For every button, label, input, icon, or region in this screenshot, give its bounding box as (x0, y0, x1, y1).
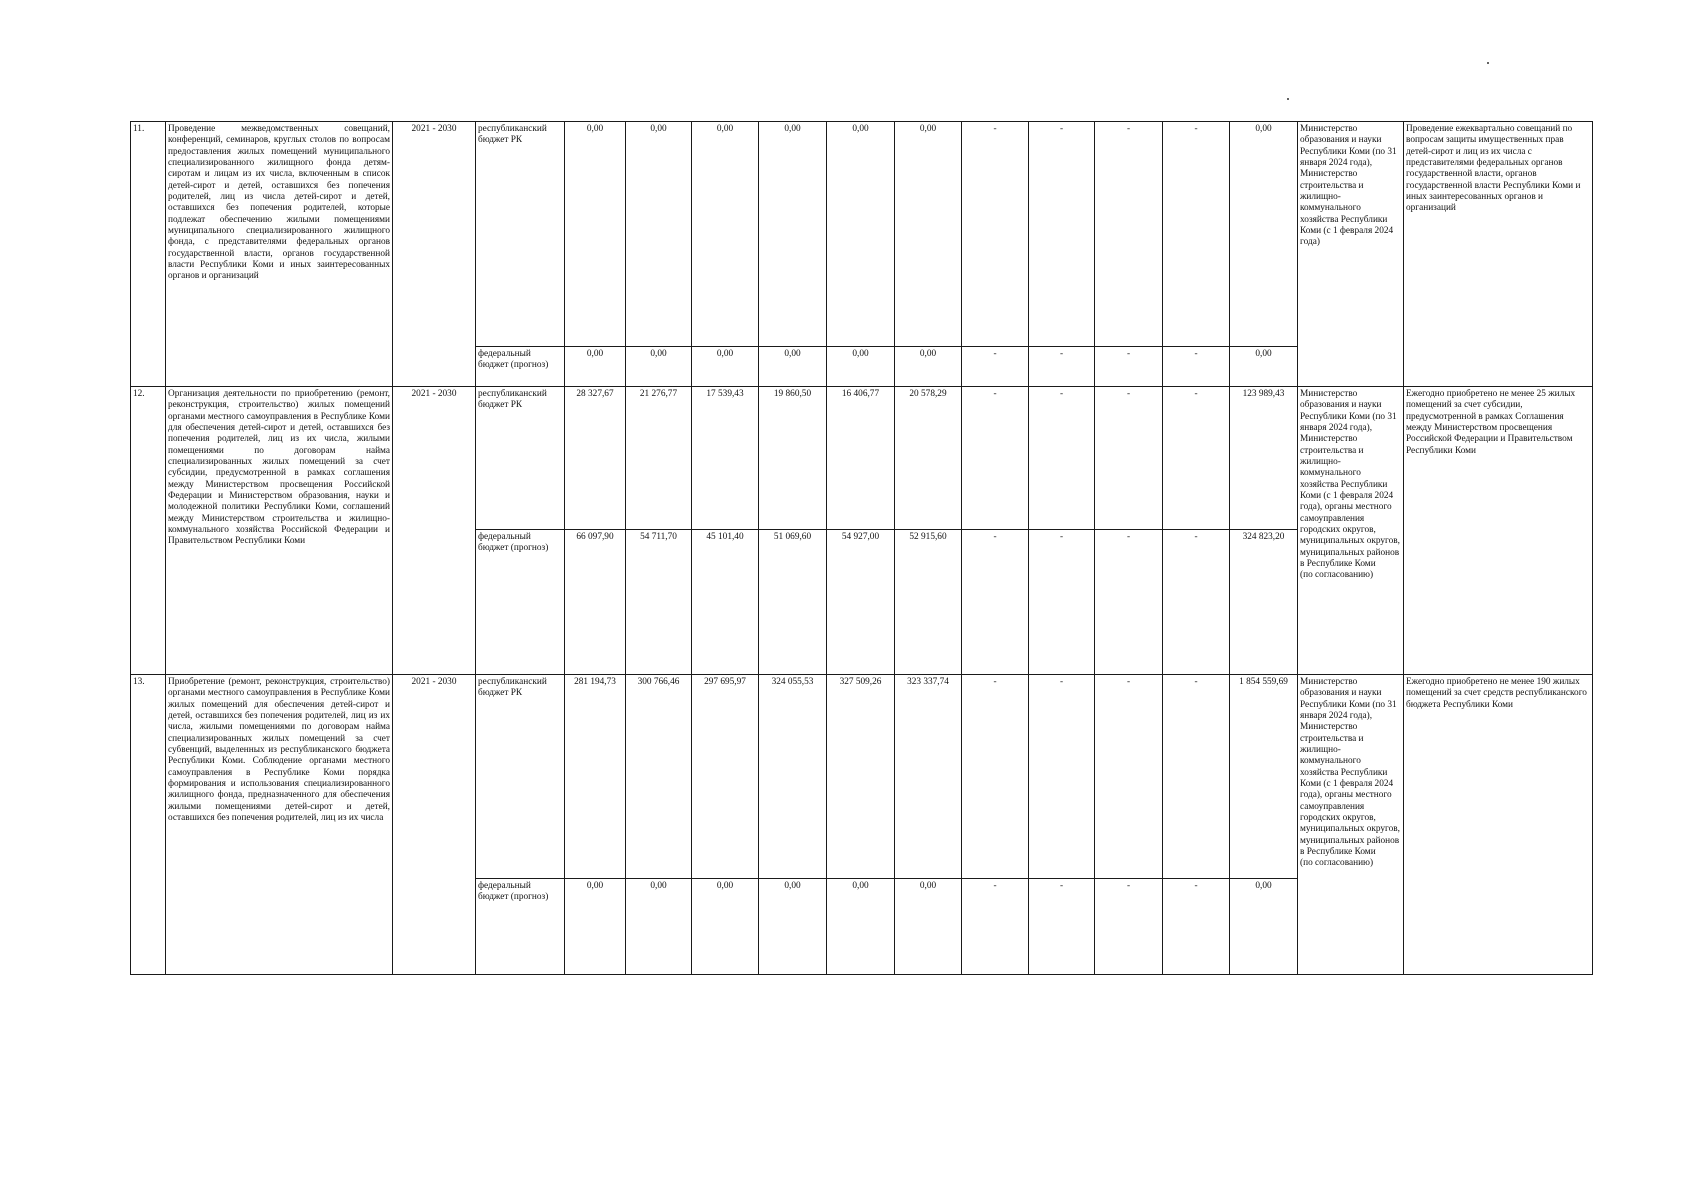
value-cell: 51 069,60 (759, 530, 827, 675)
value-cell: - (1029, 675, 1095, 879)
value-cell: 0,00 (759, 879, 827, 975)
value-cell: - (962, 122, 1029, 347)
value-cell: - (1095, 675, 1163, 879)
value-cell: 52 915,60 (895, 530, 962, 675)
value-cell: - (1095, 530, 1163, 675)
period: 2021 - 2030 (393, 675, 476, 975)
total-cell: 324 823,20 (1230, 530, 1298, 675)
expected-result: Ежегодно приобретено не менее 190 жилых помещений за счет средств республиканского бюджета Республики Коми (1404, 675, 1593, 975)
value-cell: - (1029, 387, 1095, 530)
value-cell: 0,00 (626, 347, 692, 387)
value-cell: - (1095, 879, 1163, 975)
total-cell: 1 854 559,69 (1230, 675, 1298, 879)
value-cell: 0,00 (692, 879, 759, 975)
value-cell: 28 327,67 (565, 387, 626, 530)
value-cell: - (1095, 122, 1163, 347)
scan-artifact-dot (1487, 62, 1489, 64)
value-cell: 0,00 (565, 122, 626, 347)
total-cell: 123 989,43 (1230, 387, 1298, 530)
value-cell: - (1029, 530, 1095, 675)
value-cell: 0,00 (759, 122, 827, 347)
total-cell: 0,00 (1230, 122, 1298, 347)
value-cell: 0,00 (827, 122, 895, 347)
value-cell: 0,00 (565, 879, 626, 975)
value-cell: - (962, 387, 1029, 530)
value-cell: 0,00 (827, 879, 895, 975)
funding-source: республиканский бюджет РК (476, 122, 565, 347)
value-cell: 0,00 (827, 347, 895, 387)
value-cell: 0,00 (692, 347, 759, 387)
value-cell: 0,00 (565, 347, 626, 387)
expected-result: Проведение ежеквартально совещаний по вопросам защиты имущественных прав детей-сирот и лиц из их числа с представителями федеральных органов государственной власти, органов государственной власти Республики Коми и иных заинтересованных органов и организаций (1404, 122, 1593, 387)
total-cell: 0,00 (1230, 347, 1298, 387)
table-row (131, 122, 1593, 347)
funding-source: республиканский бюджет РК (476, 675, 565, 879)
value-cell: 0,00 (692, 122, 759, 347)
value-cell: - (962, 675, 1029, 879)
value-cell: 297 695,97 (692, 675, 759, 879)
value-cell: 54 711,70 (626, 530, 692, 675)
value-cell: - (1163, 675, 1230, 879)
value-cell: 54 927,00 (827, 530, 895, 675)
value-cell: - (1163, 347, 1230, 387)
program-activities-table (130, 121, 1593, 975)
table-row (131, 675, 1593, 879)
value-cell: - (962, 530, 1029, 675)
value-cell: - (1163, 122, 1230, 347)
value-cell: 66 097,90 (565, 530, 626, 675)
value-cell: 17 539,43 (692, 387, 759, 530)
value-cell: - (1095, 347, 1163, 387)
value-cell: - (1163, 879, 1230, 975)
value-cell: - (1029, 122, 1095, 347)
row-number: 13. (131, 675, 166, 975)
value-cell: - (962, 347, 1029, 387)
value-cell: 20 578,29 (895, 387, 962, 530)
value-cell: - (1163, 387, 1230, 530)
value-cell: 327 509,26 (827, 675, 895, 879)
value-cell: 0,00 (895, 879, 962, 975)
period: 2021 - 2030 (393, 387, 476, 675)
funding-source: федеральный бюджет (прогноз) (476, 879, 565, 975)
value-cell: - (1029, 347, 1095, 387)
total-cell: 0,00 (1230, 879, 1298, 975)
value-cell: - (962, 879, 1029, 975)
period: 2021 - 2030 (393, 122, 476, 387)
value-cell: 0,00 (759, 347, 827, 387)
value-cell: 0,00 (895, 122, 962, 347)
table-row (131, 387, 1593, 530)
value-cell: 324 055,53 (759, 675, 827, 879)
responsible-executor: Министерство образования и науки Республики Коми (по 31 января 2024 года), Министерство строительства и жилищно-коммунального хозяйства Республики Коми (с 1 февраля 2024 года), органы местного самоуправления городских округов, муниципальных округов, муниципальных районов в Республике Коми (по согласованию) (1298, 387, 1404, 675)
value-cell: 0,00 (626, 879, 692, 975)
activity-description: Проведение межведомственных совещаний, конференций, семинаров, круглых столов по вопросам предоставления жилых помещений муниципального специализированного жилищного фонда детям-сиротам и лицам из их числа, включенным в список детей-сирот и детей, оставшихся без попечения родителей, лиц из числа детей-сирот и детей, оставшихся без попечения родителей, которые подлежат обеспечению жилыми помещениями муниципального специализированного жилищного фонда, с представителями федеральных органов государственной власти, органов государственной власти Республики Коми и иных заинтересованных органов и организаций (166, 122, 393, 387)
funding-source: федеральный бюджет (прогноз) (476, 347, 565, 387)
row-number: 12. (131, 387, 166, 675)
activity-description: Приобретение (ремонт, реконструкция, строительство) органами местного самоуправления в Республике Коми жилых помещений для обеспечения детей-сирот и детей, оставшихся без попечения родителей, лиц из их числа, жилыми помещениями по договорам найма специализированных жилых помещений за счет субвенций, выделенных из республиканского бюджета Республики Коми. Соблюдение органами местного самоуправления в Республике Коми порядка формирования и использования специализированного жилищного фонда, предназначенного для обеспечения жилыми помещениями детей-сирот и детей, оставшихся без попечения родителей, лиц из их числа (166, 675, 393, 975)
value-cell: 19 860,50 (759, 387, 827, 530)
value-cell: 0,00 (626, 122, 692, 347)
activity-description: Организация деятельности по приобретению (ремонт, реконструкция, строительство) жилых помещений органами местного самоуправления в Республике Коми для обеспечения детей-сирот и детей, оставшихся без попечения родителей, лиц из их числа, жилыми помещениями по договорам найма специализированных жилых помещений за счет субсидии, предусмотренной в рамках соглашения между Министерством просвещения Российской Федерации и Министерством образования, науки и молодежной политики Республики Коми, соглашений между Министерством строительства и жилищно-коммунального хозяйства Российской Федерации и Правительством Республики Коми (166, 387, 393, 675)
funding-source: федеральный бюджет (прогноз) (476, 530, 565, 675)
responsible-executor: Министерство образования и науки Республики Коми (по 31 января 2024 года), Министерство строительства и жилищно-коммунального хозяйства Республики Коми (с 1 февраля 2024 года), органы местного самоуправления городских округов, муниципальных округов, муниципальных районов в Республике Коми (по согласованию) (1298, 675, 1404, 975)
value-cell: - (1163, 530, 1230, 675)
responsible-executor: Министерство образования и науки Республики Коми (по 31 января 2024 года), Министерство строительства и жилищно-коммунального хозяйства Республики Коми (с 1 февраля 2024 года) (1298, 122, 1404, 387)
value-cell: 281 194,73 (565, 675, 626, 879)
row-number: 11. (131, 122, 166, 387)
value-cell: - (1029, 879, 1095, 975)
value-cell: 323 337,74 (895, 675, 962, 879)
value-cell: 0,00 (895, 347, 962, 387)
scan-artifact-dot (1287, 98, 1289, 100)
value-cell: 45 101,40 (692, 530, 759, 675)
value-cell: 16 406,77 (827, 387, 895, 530)
funding-source: республиканский бюджет РК (476, 387, 565, 530)
value-cell: - (1095, 387, 1163, 530)
value-cell: 21 276,77 (626, 387, 692, 530)
value-cell: 300 766,46 (626, 675, 692, 879)
expected-result: Ежегодно приобретено не менее 25 жилых помещений за счет субсидии, предусмотренной в рамках Соглашения между Министерством просвещения Российской Федерации и Правительством Республики Коми (1404, 387, 1593, 675)
